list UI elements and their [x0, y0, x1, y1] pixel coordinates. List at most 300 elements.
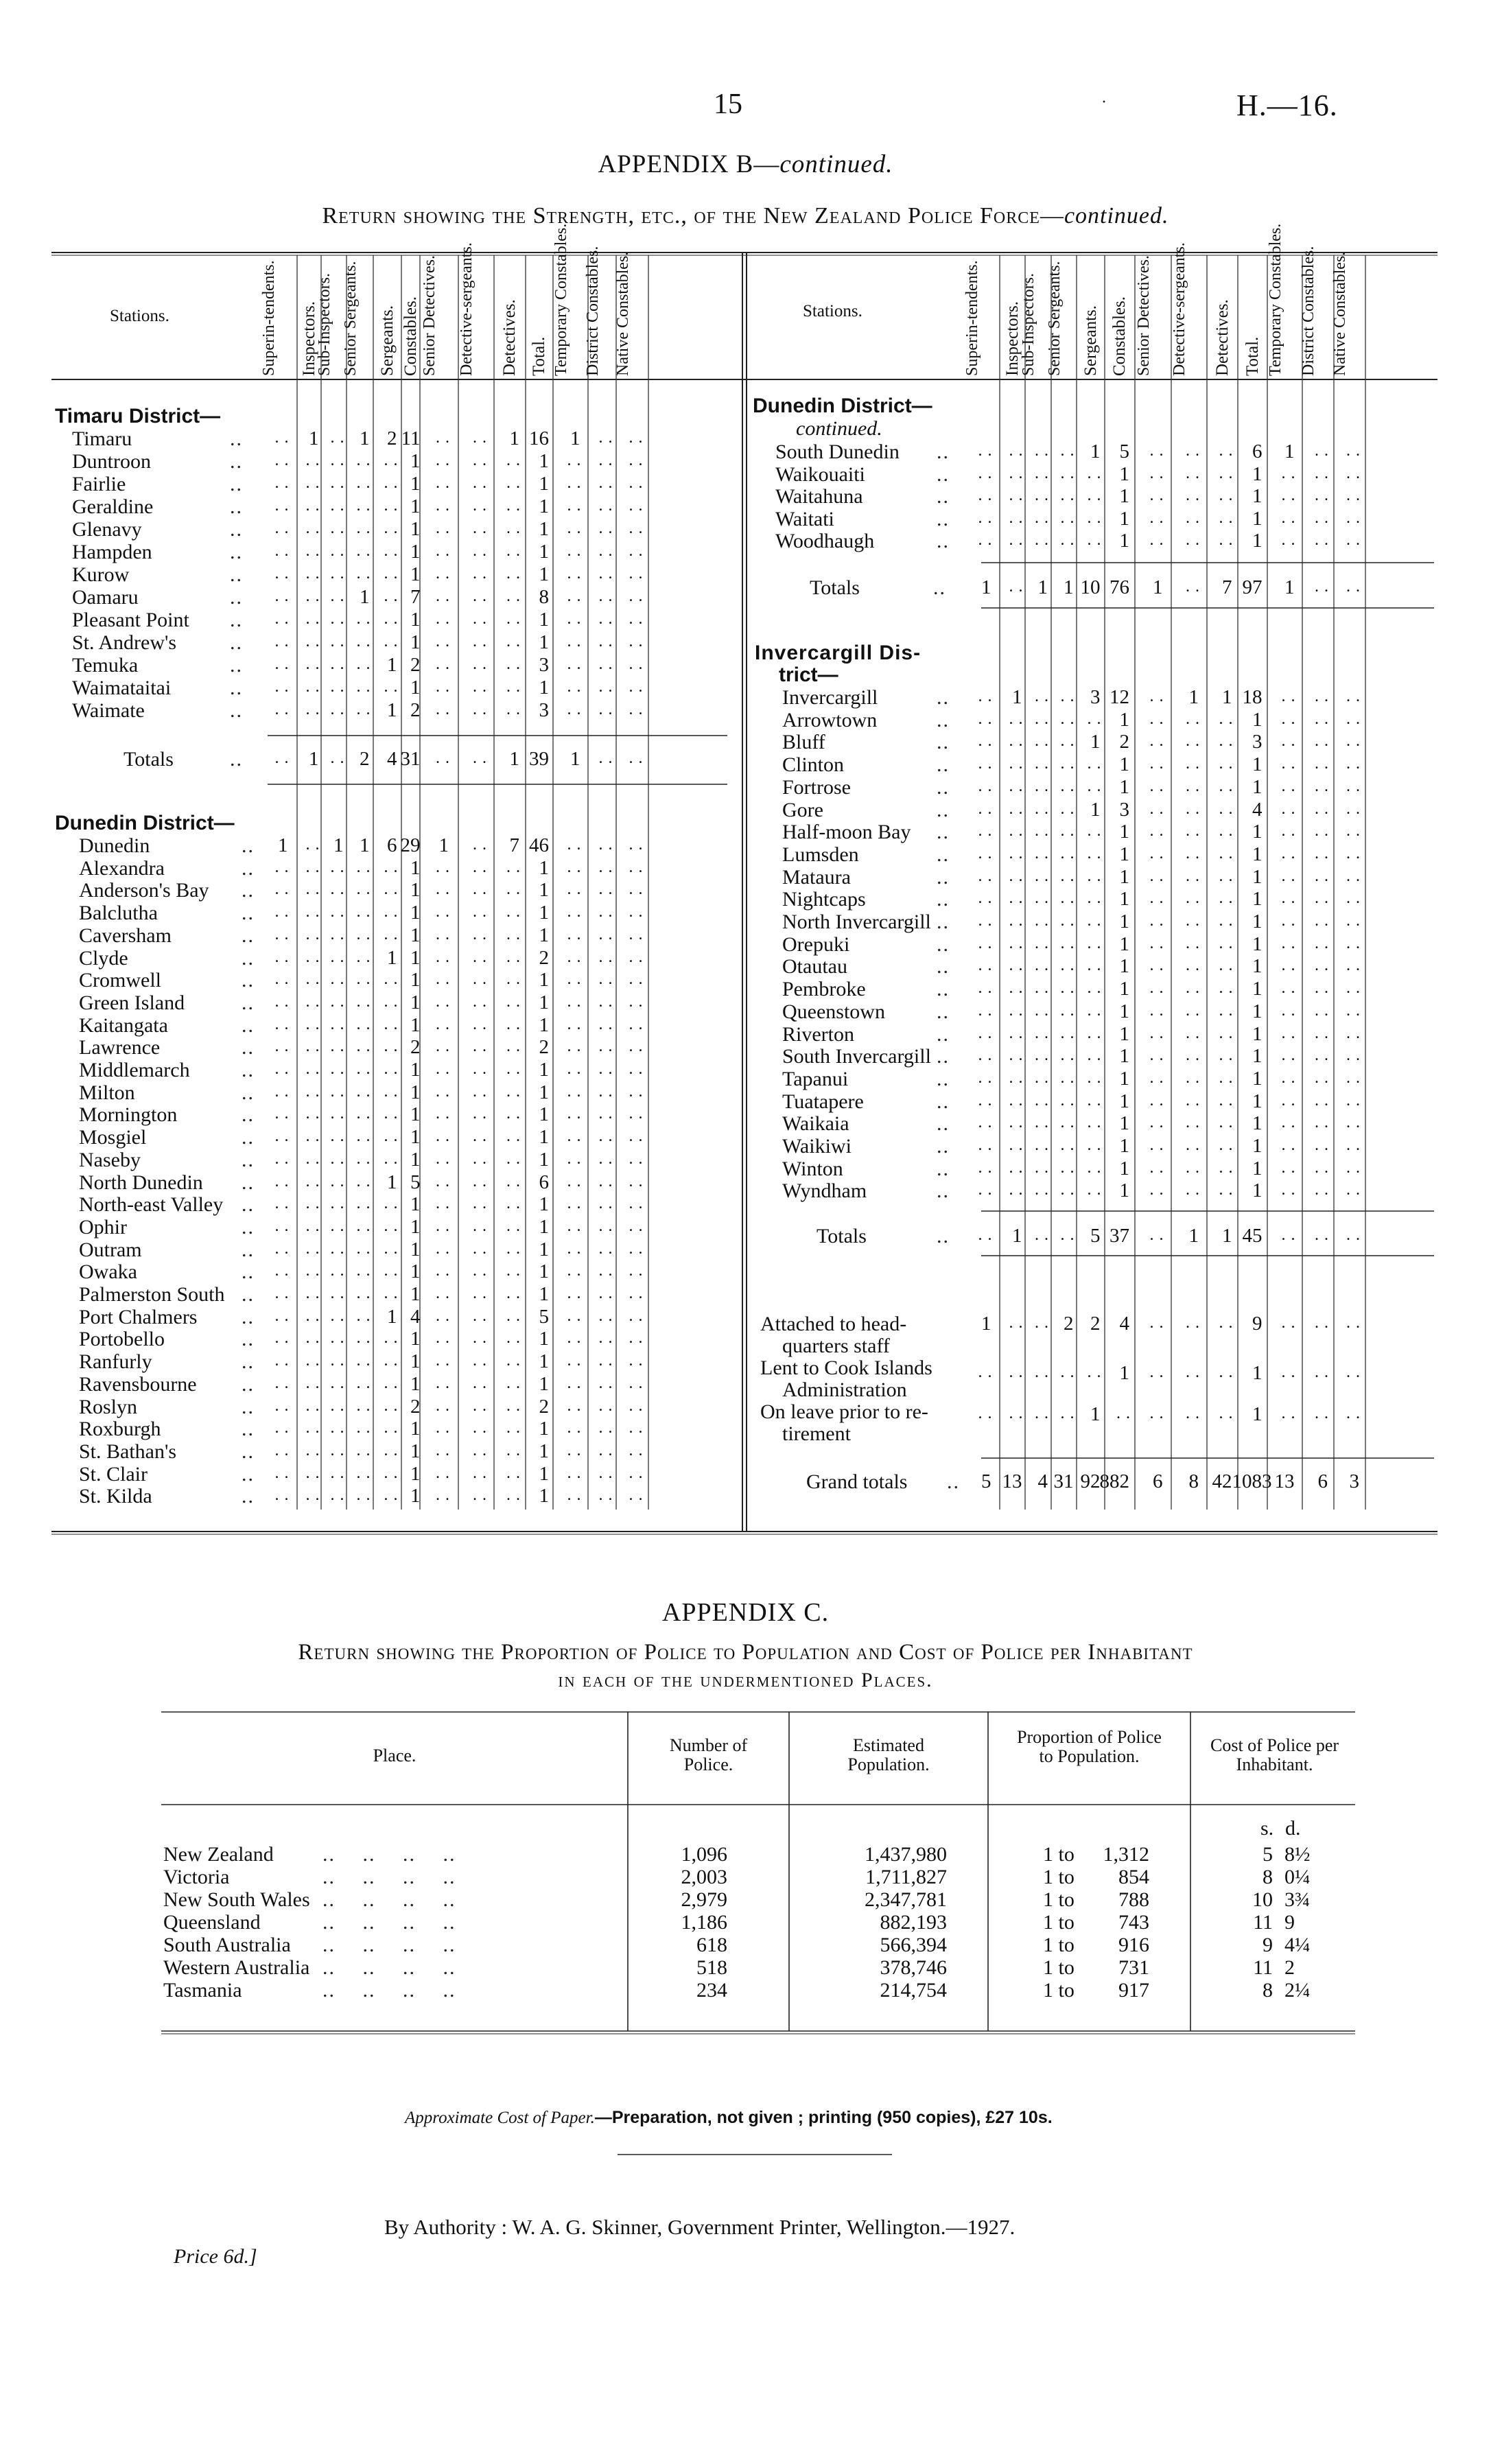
station-name: Duntroon [72, 450, 151, 473]
population: 566,394 [880, 1934, 947, 1956]
cell-empty: . . [1060, 777, 1075, 795]
dot-leader: .. [242, 1260, 255, 1284]
cell-empty: . . [629, 1419, 644, 1438]
cell-empty: . . [356, 610, 371, 628]
cell-empty: . . [1035, 1314, 1049, 1332]
cell-empty: . . [1186, 755, 1200, 773]
cell-empty: . . [1281, 1405, 1296, 1422]
cell-empty: . . [1060, 799, 1075, 818]
cell-empty: . . [1219, 957, 1234, 975]
cell-empty: . . [384, 1329, 399, 1348]
cell-empty: . . [1346, 1068, 1361, 1087]
station-name: Palmerston South [79, 1283, 225, 1306]
dot-leader: .. [242, 902, 255, 925]
cell-empty: . . [1281, 508, 1296, 527]
cell-value: 1 [1222, 686, 1232, 708]
cell-empty: . . [1035, 867, 1049, 885]
cost-shillings: 11 [1253, 1911, 1273, 1934]
dot-leader: .. [242, 1350, 255, 1374]
cell-empty: . . [436, 880, 450, 899]
cell-value: 882 [1099, 1470, 1129, 1492]
cell-empty: . . [1149, 688, 1164, 705]
dot-leader: .. [937, 507, 950, 530]
cell-empty: . . [1060, 912, 1075, 930]
dot-leader: .. [230, 563, 243, 586]
cell-empty: . . [330, 1262, 345, 1280]
cell-empty: . . [1035, 709, 1049, 728]
cell-value: 1083 [1232, 1470, 1272, 1492]
cell-value: 1 [410, 1440, 421, 1462]
cost-pence: 8½ [1284, 1843, 1311, 1866]
cell-empty: . . [567, 1172, 582, 1190]
station-name: Kurow [72, 563, 130, 586]
cell-empty: . . [1281, 1314, 1296, 1332]
left-col-header-3: Sub-Inspectors. [315, 273, 333, 376]
cell-value: 1 [1252, 507, 1263, 530]
cell-value: 1 [410, 946, 421, 969]
cell-empty: . . [629, 970, 644, 989]
cell-empty: . . [629, 1396, 644, 1415]
cell-empty: . . [1315, 1363, 1329, 1381]
population: 1,437,980 [865, 1843, 947, 1866]
dot-leader: .. .. .. .. [322, 1866, 456, 1888]
dunedin-cont-continued: continued. [796, 417, 882, 440]
cell-empty: . . [598, 519, 613, 537]
cell-empty: . . [567, 678, 582, 696]
cell-empty: . . [1186, 578, 1200, 596]
dot-leader: .. [242, 1328, 255, 1351]
cell-empty: . . [473, 948, 487, 966]
cell-value: 1 [539, 902, 549, 924]
cell-empty: . . [598, 1352, 613, 1370]
cell-empty: . . [1009, 844, 1024, 863]
cell-value: 1 [1064, 576, 1074, 598]
cell-empty: . . [305, 519, 320, 537]
cell-empty: . . [356, 1015, 371, 1033]
cell-empty: . . [1149, 442, 1164, 460]
cell-value: 1 [1252, 1045, 1263, 1068]
station-name: South Invercargill [782, 1045, 931, 1068]
cell-value: 1 [1252, 911, 1263, 932]
cell-value: 1 [539, 856, 549, 879]
cell-empty: . . [598, 858, 613, 876]
cell-empty: . . [274, 948, 290, 966]
cell-empty: . . [356, 1329, 371, 1348]
cell-empty: . . [473, 1441, 487, 1459]
cell-value: 42 [1212, 1470, 1232, 1492]
cell-empty: . . [629, 992, 644, 1011]
cell-empty: . . [1009, 1405, 1024, 1422]
cell-empty: . . [1149, 1363, 1164, 1381]
cell-value: 1 [1119, 1045, 1129, 1068]
cell-empty: . . [305, 1172, 320, 1190]
cell-empty: . . [506, 1105, 521, 1123]
cell-empty: . . [305, 992, 320, 1011]
cell-empty: . . [567, 1419, 582, 1438]
cell-empty: . . [473, 587, 487, 605]
cell-value: 1 [410, 1215, 421, 1238]
cell-empty: . . [567, 1464, 582, 1482]
cell-empty: . . [567, 1262, 582, 1280]
cook-line-1: Lent to Cook Islands [760, 1357, 932, 1379]
cell-value: 13 [1002, 1470, 1022, 1492]
cell-value: 1 [1119, 462, 1129, 485]
cell-empty: . . [1009, 486, 1024, 504]
cell-empty: . . [330, 542, 345, 560]
cell-empty: . . [978, 957, 993, 975]
cell-empty: . . [305, 1015, 320, 1033]
cell-value: 1 [1284, 576, 1295, 598]
cell-empty: . . [567, 701, 582, 718]
cell-empty: . . [1060, 755, 1075, 773]
cell-empty: . . [506, 925, 521, 943]
cell-empty: . . [978, 1091, 993, 1110]
cell-empty: . . [330, 474, 345, 492]
cell-empty: . . [356, 1172, 371, 1190]
cell-empty: . . [356, 1284, 371, 1302]
cell-empty: . . [356, 1037, 371, 1056]
dot-leader: .. [937, 1112, 950, 1136]
cost-shillings: 8 [1263, 1866, 1273, 1888]
cell-empty: . . [305, 1060, 320, 1078]
cell-empty: . . [1149, 1405, 1164, 1422]
cell-empty: . . [274, 1396, 290, 1415]
cell-value: 2 [1090, 1313, 1101, 1335]
proportion-prefix: 1 to [1043, 1956, 1075, 1979]
cell-empty: . . [978, 1114, 993, 1132]
cell-empty: . . [330, 587, 345, 605]
cell-empty: . . [1060, 1001, 1075, 1020]
cell-value: 1 [1252, 1067, 1263, 1090]
cell-empty: . . [1087, 777, 1102, 795]
cell-value: 4 [1252, 798, 1263, 821]
cell-empty: . . [330, 858, 345, 876]
cell-empty: . . [567, 633, 582, 650]
cell-empty: . . [436, 1396, 450, 1415]
cell-empty: . . [1346, 1001, 1361, 1020]
cell-empty: . . [978, 709, 993, 728]
cell-empty: . . [305, 1396, 320, 1415]
cell-empty: . . [506, 1352, 521, 1370]
cell-empty: . . [567, 1015, 582, 1033]
cell-empty: . . [1087, 934, 1102, 952]
cell-empty: . . [1219, 1024, 1234, 1042]
cell-empty: . . [1346, 464, 1361, 482]
cell-empty: . . [598, 1015, 613, 1033]
cell-empty: . . [1149, 531, 1164, 549]
cell-empty: . . [1281, 912, 1296, 930]
cook-line-2: Administration [782, 1378, 907, 1401]
station-name: Port Chalmers [79, 1305, 198, 1328]
cell-value: 3 [539, 654, 549, 676]
station-name: Waikouaiti [775, 462, 865, 486]
station-name: St. Andrew's [72, 631, 177, 654]
cell-empty: . . [1087, 912, 1102, 930]
station-name: Queenstown [782, 1000, 885, 1023]
cell-empty: . . [1219, 844, 1234, 863]
cell-empty: . . [1219, 1001, 1234, 1020]
left-col-header-13: Native Constables. [613, 251, 632, 376]
cell-value: 1 [387, 699, 397, 721]
cell-empty: . . [384, 1284, 399, 1302]
cell-empty: . . [274, 429, 290, 447]
cell-empty: . . [384, 1060, 399, 1078]
station-name: Lumsden [782, 843, 859, 866]
cell-empty: . . [330, 1419, 345, 1438]
cell-empty: . . [1346, 531, 1361, 549]
cell-empty: . . [1035, 889, 1049, 908]
cell-empty: . . [384, 1037, 399, 1056]
cell-empty: . . [356, 655, 371, 673]
left-col-header-5: Sergeants. [377, 305, 397, 376]
cell-value: 1 [1090, 798, 1101, 821]
cell-empty: . . [629, 565, 644, 583]
dot-leader: .. [937, 932, 950, 956]
cell-empty: . . [629, 1149, 644, 1168]
cell-empty: . . [567, 903, 582, 922]
cost-shillings: 10 [1252, 1888, 1273, 1911]
cell-empty: . . [436, 1374, 450, 1392]
station-name: Tapanui [782, 1067, 849, 1090]
cell-empty: . . [567, 1486, 582, 1505]
cell-empty: . . [473, 655, 487, 673]
cell-value: 1 [410, 856, 421, 879]
cell-empty: . . [1060, 1136, 1075, 1154]
cell-empty: . . [305, 1464, 320, 1482]
cell-empty: . . [305, 836, 320, 854]
cell-empty: . . [1087, 1001, 1102, 1020]
cell-empty: . . [436, 1352, 450, 1370]
cell-empty: . . [274, 858, 290, 876]
cell-value: 11 [401, 427, 421, 449]
cell-value: 1 [1090, 441, 1101, 462]
cell-empty: . . [436, 948, 450, 966]
cell-empty: . . [274, 1262, 290, 1280]
station-name: Middlemarch [79, 1059, 190, 1081]
cell-empty: . . [1149, 1046, 1164, 1065]
right-col-header-8: Detective-sergeants. [1171, 242, 1188, 376]
station-name: Mornington [79, 1103, 178, 1127]
cell-empty: . . [598, 587, 613, 605]
cell-empty: . . [1035, 1068, 1049, 1087]
cell-empty: . . [1315, 531, 1329, 549]
cell-empty: . . [305, 1441, 320, 1459]
cell-empty: . . [506, 1239, 521, 1258]
cell-empty: . . [384, 1419, 399, 1438]
cell-empty: . . [629, 948, 644, 966]
cell-empty: . . [305, 1217, 320, 1235]
cell-empty: . . [305, 542, 320, 560]
cell-empty: . . [1281, 799, 1296, 818]
cell-empty: . . [384, 542, 399, 560]
cell-empty: . . [274, 1217, 290, 1235]
proportion-prefix: 1 to [1043, 1888, 1075, 1911]
cell-empty: . . [274, 1172, 290, 1190]
cell-empty: . . [274, 1105, 290, 1123]
cell-empty: . . [473, 701, 487, 718]
cell-empty: . . [506, 1441, 521, 1459]
cell-empty: . . [1149, 844, 1164, 863]
cell-empty: . . [305, 678, 320, 696]
cell-empty: . . [1035, 755, 1049, 773]
station-name: Fortrose [782, 775, 851, 799]
cell-value: 13 [1274, 1470, 1295, 1492]
cell-empty: . . [598, 1464, 613, 1482]
cell-empty: . . [1186, 844, 1200, 863]
cell-empty: . . [567, 925, 582, 943]
station-name: Kaitangata [79, 1013, 168, 1037]
cell-empty: . . [1281, 957, 1296, 975]
cell-empty: . . [1186, 732, 1200, 751]
cell-value: 1 [410, 902, 421, 924]
cell-empty: . . [1149, 1024, 1164, 1042]
cell-empty: . . [1346, 508, 1361, 527]
cell-empty: . . [436, 1419, 450, 1438]
proportion-prefix: 1 to [1043, 1934, 1075, 1956]
dot-leader: .. [242, 1171, 255, 1194]
cell-empty: . . [1009, 867, 1024, 885]
cell-empty: . . [1281, 1114, 1296, 1132]
appendix-c-title: APPENDIX C. [661, 1598, 830, 1627]
cell-empty: . . [1219, 1158, 1234, 1177]
police-count: 2,003 [681, 1866, 727, 1888]
cell-empty: . . [1346, 1114, 1361, 1132]
cell-empty: . . [1186, 889, 1200, 908]
dot-leader: .. [242, 969, 255, 992]
cell-empty: . . [330, 1441, 345, 1459]
cell-empty: . . [598, 655, 613, 673]
cell-value: 1 [410, 1485, 421, 1507]
cell-empty: . . [274, 1352, 290, 1370]
cell-empty: . . [1281, 1091, 1296, 1110]
cell-empty: . . [473, 1105, 487, 1123]
cell-empty: . . [598, 880, 613, 899]
cell-empty: . . [1009, 957, 1024, 975]
cell-empty: . . [330, 701, 345, 718]
cell-value: 1 [410, 1103, 421, 1126]
police-count: 618 [696, 1934, 727, 1956]
station-name: Lawrence [79, 1036, 161, 1059]
cell-empty: . . [1346, 1226, 1361, 1244]
station-name: Outram [79, 1238, 142, 1261]
cell-empty: . . [330, 1374, 345, 1392]
cell-value: 31 [1053, 1470, 1074, 1492]
cell-empty: . . [629, 1105, 644, 1123]
cell-empty: . . [1035, 1001, 1049, 1020]
cell-value: 1 [1222, 1225, 1232, 1247]
cell-value: 1 [387, 654, 397, 676]
proportion-value: 917 [1118, 1979, 1149, 2002]
cell-empty: . . [384, 474, 399, 492]
cell-empty: . . [305, 970, 320, 989]
cell-value: 1 [1252, 888, 1263, 911]
cell-value: 1 [1119, 1362, 1129, 1384]
dot-leader: .. [242, 834, 255, 857]
cell-empty: . . [1281, 1181, 1296, 1199]
cell-empty: . . [1315, 822, 1329, 841]
cell-empty: . . [1035, 799, 1049, 818]
cell-empty: . . [436, 497, 450, 515]
cell-value: 2 [410, 699, 421, 721]
col-header-stations-left: Stations. [110, 307, 169, 325]
cell-value: 46 [529, 834, 549, 856]
cell-empty: . . [567, 1105, 582, 1123]
cell-empty: . . [1315, 464, 1329, 482]
station-name: Otautau [782, 955, 847, 978]
dot-leader: .. [230, 677, 243, 699]
cost-shillings: 11 [1253, 1956, 1273, 1979]
cell-value: 1 [1252, 708, 1263, 731]
cell-empty: . . [356, 970, 371, 989]
cell-empty: . . [598, 948, 613, 966]
cell-value: 37 [1110, 1225, 1129, 1247]
cell-empty: . . [1315, 578, 1329, 596]
cell-empty: . . [330, 678, 345, 696]
cell-empty: . . [330, 1105, 345, 1123]
cell-empty: . . [506, 1374, 521, 1392]
cell-empty: . . [1315, 777, 1329, 795]
dot-leader: .. [937, 865, 950, 889]
cell-empty: . . [629, 451, 644, 469]
cell-empty: . . [1060, 1114, 1075, 1132]
cell-value: 2 [410, 654, 421, 676]
cell-empty: . . [1315, 1024, 1329, 1042]
cell-empty: . . [305, 1149, 320, 1168]
cell-empty: . . [506, 1262, 521, 1280]
cell-empty: . . [384, 903, 399, 922]
cell-empty: . . [1087, 508, 1102, 527]
population: 882,193 [880, 1911, 947, 1934]
cell-empty: . . [305, 925, 320, 943]
cell-value: 8 [539, 586, 549, 608]
cell-empty: . . [330, 519, 345, 537]
dot-leader: .. [242, 1238, 255, 1261]
cell-empty: . . [1315, 1046, 1329, 1065]
cell-empty: . . [274, 701, 290, 718]
cell-empty: . . [1219, 732, 1234, 751]
cell-empty: . . [384, 1105, 399, 1123]
dot-leader: .. [937, 731, 950, 754]
stray-mark: · [1101, 93, 1107, 111]
station-name: Geraldine [72, 495, 154, 518]
leave-line-2: tirement [782, 1422, 851, 1445]
station-name: Arrowtown [782, 708, 878, 731]
cell-value: 1 [539, 1238, 549, 1260]
cell-empty: . . [1281, 486, 1296, 504]
cell-empty: . . [506, 1195, 521, 1213]
cell-empty: . . [436, 655, 450, 673]
cell-value: 1 [410, 991, 421, 1013]
cell-empty: . . [274, 451, 290, 469]
cell-empty: . . [473, 1060, 487, 1078]
cell-value: 1 [410, 563, 421, 585]
cell-empty: . . [1149, 912, 1164, 930]
cell-empty: . . [1035, 957, 1049, 975]
cell-empty: . . [1149, 889, 1164, 908]
cell-value: 1 [410, 1350, 421, 1373]
cell-empty: . . [274, 1486, 290, 1505]
dot-leader: .. [242, 879, 255, 902]
cell-empty: . . [1087, 822, 1102, 841]
cell-empty: . . [436, 1441, 450, 1459]
cell-value: 1 [509, 748, 519, 770]
cell-empty: . . [305, 1374, 320, 1392]
place-name: Victoria [163, 1866, 230, 1888]
right-col-header-12: District Constables. [1300, 246, 1317, 376]
cell-value: 2 [539, 1395, 549, 1418]
cell-empty: . . [1186, 1136, 1200, 1154]
cell-empty: . . [436, 925, 450, 943]
